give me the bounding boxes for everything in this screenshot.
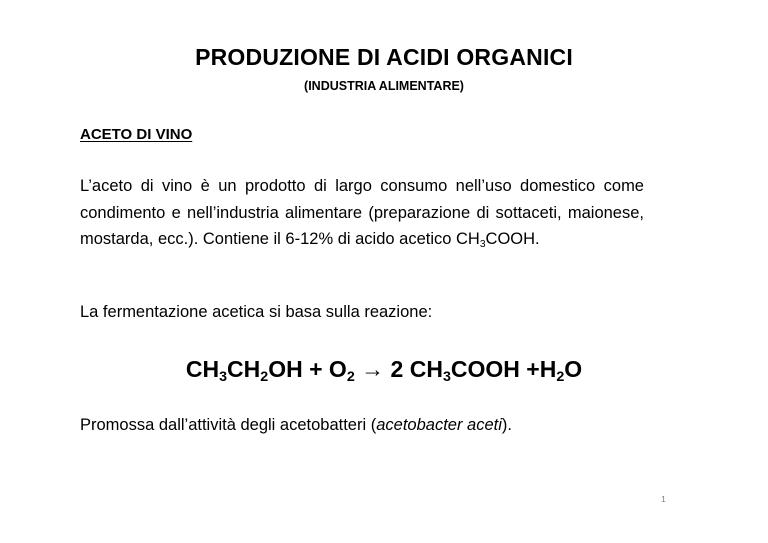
caption-text: [80, 416, 512, 435]
equation-part: CH: [227, 356, 261, 382]
equation-part: OH + O: [268, 356, 347, 382]
slide-title: PRODUZIONE DI ACIDI ORGANICI: [195, 44, 573, 70]
caption-after: ).: [501, 416, 512, 434]
equation-subscript: 2: [556, 368, 565, 385]
equation-part: COOH +H: [450, 356, 557, 382]
caption-before: Promossa dall’attività degli acetobatteri (: [80, 416, 377, 434]
caption-species-italic: acetobacter aceti: [376, 416, 502, 434]
equation-subscript: 3: [442, 368, 451, 385]
equation-subscript: 2: [346, 368, 355, 385]
reaction-lead-text: La fermentazione acetica si basa sulla reazione:: [80, 303, 433, 321]
equation-subscript: 2: [260, 368, 269, 385]
slide-subtitle: (INDUSTRIA ALIMENTARE): [304, 79, 464, 93]
equation-part: → 2 CH: [354, 356, 443, 382]
section-heading: ACETO DI VINO: [80, 126, 193, 143]
paragraph-formula-tail: COOH.: [485, 230, 540, 248]
equation-part: O: [564, 356, 583, 382]
description-paragraph: [80, 173, 644, 253]
page-number: 1: [661, 494, 666, 504]
equation-part: CH: [185, 356, 220, 382]
paragraph-text: L’aceto di vino è un prodotto di largo consumo nell’uso domestico come condimento e nell’industria alimentare (preparazione di sottaceti, maionese, mostarda, ecc.). Contiene il 6-12% di acido acetico CH: [80, 177, 644, 248]
formula-subscript: 3: [479, 238, 486, 250]
chemical-equation: [0, 356, 768, 383]
equation-subscript: 3: [219, 368, 228, 385]
